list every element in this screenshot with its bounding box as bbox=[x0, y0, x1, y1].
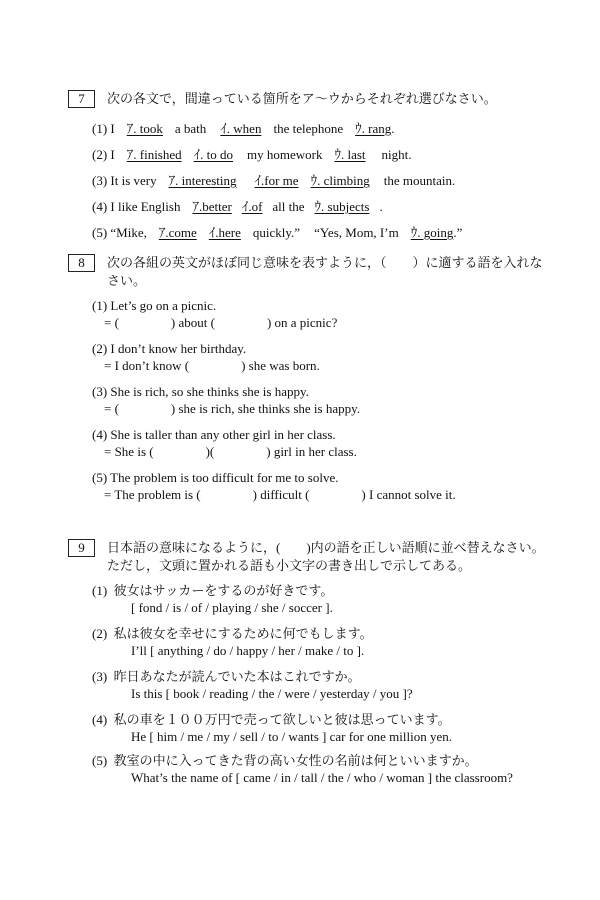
s7-item-lead: (4) I like English bbox=[92, 199, 181, 214]
s9-item-3 bbox=[92, 668, 413, 702]
s9-item-1 bbox=[92, 582, 333, 616]
s7-choice: ｱ. finished bbox=[126, 147, 182, 162]
s8-item-3 bbox=[92, 383, 360, 417]
s7-text: a bath bbox=[174, 121, 207, 136]
section-9-header bbox=[68, 539, 545, 575]
s7-text: “Yes, Mom, I’m bbox=[314, 225, 399, 240]
s7-item-lead: (5) “Mike, bbox=[92, 225, 147, 240]
s7-text: the mountain. bbox=[383, 173, 456, 188]
section-instruction-line2: ただし，文頭に置かれる語も小文字の書き出しで示してある。 bbox=[107, 558, 472, 573]
s8-item-rewrite: = She is ( )( ) girl in her class. bbox=[104, 444, 357, 459]
s8-item-4 bbox=[92, 426, 357, 460]
s7-text: the telephone bbox=[273, 121, 344, 136]
s9-item-english: [ fond / is / of / playing / she / soccer ]. bbox=[131, 600, 333, 615]
section-instruction-line1: 日本語の意味になるように，( )内の語を正しい語順に並べ替えなさい。 bbox=[107, 540, 545, 555]
s9-item-japanese: 私は彼女を幸せにするために何でもします。 bbox=[113, 626, 373, 641]
s8-item-sentence: (5) The problem is too difficult for me to solve. bbox=[92, 470, 339, 485]
s7-item-lead: (1) I bbox=[92, 121, 115, 136]
s9-item-number: (1) bbox=[92, 583, 108, 598]
question-number-box: 8 bbox=[68, 254, 95, 272]
section-instruction-line1: 次の各組の英文がほぼ同じ意味を表すように，（ ）に適する語を入れな bbox=[107, 255, 543, 270]
s9-item-4 bbox=[92, 711, 452, 745]
s7-choice: ｳ. last bbox=[334, 147, 366, 162]
s7-choice: ｲ. when bbox=[220, 121, 262, 136]
section-instruction: 次の各文で，間違っている箇所をア～ウからそれぞれ選びなさい。 bbox=[107, 91, 497, 106]
s7-choice: ｱ.better bbox=[192, 199, 232, 214]
s9-item-japanese: 昨日あなたが読んでいた本はこれですか。 bbox=[113, 669, 361, 684]
s9-item-number: (3) bbox=[92, 669, 108, 684]
s7-item-4 bbox=[92, 196, 383, 215]
s9-item-number: (2) bbox=[92, 626, 108, 641]
s9-item-japanese: 彼女はサッカーをするのが好きです。 bbox=[113, 583, 334, 598]
s7-text: quickly.” bbox=[252, 225, 301, 240]
s7-item-lead: (2) I bbox=[92, 147, 115, 162]
s9-item-english: He [ him / me / my / sell / to / wants ] car for one million yen. bbox=[131, 729, 452, 744]
s9-item-2 bbox=[92, 625, 373, 659]
s7-choice: ｲ.of bbox=[241, 199, 263, 214]
s7-item-1 bbox=[92, 118, 394, 137]
s8-item-5 bbox=[92, 469, 456, 503]
s9-item-number: (5) bbox=[92, 753, 108, 768]
s7-text: my homework bbox=[247, 147, 323, 162]
s7-choice: ｳ. going bbox=[410, 225, 454, 240]
s7-text: all the bbox=[272, 199, 305, 214]
s7-text: . bbox=[391, 121, 395, 136]
s7-choice: ｲ.here bbox=[208, 225, 241, 240]
s7-text: . bbox=[379, 199, 383, 214]
s7-choice: ｱ. interesting bbox=[168, 173, 237, 188]
s9-item-japanese: 教室の中に入ってきた背の高い女性の名前は何といいますか。 bbox=[113, 753, 478, 768]
s8-item-rewrite: = ( ) she is rich, she thinks she is happy. bbox=[104, 401, 360, 416]
s7-item-3 bbox=[92, 170, 455, 189]
s9-item-5 bbox=[92, 752, 541, 786]
s8-item-1 bbox=[92, 297, 337, 331]
s7-choice: ｱ.come bbox=[158, 225, 197, 240]
s7-item-lead: (3) It is very bbox=[92, 173, 157, 188]
s8-item-2 bbox=[92, 340, 320, 374]
s7-choice: ｳ. subjects bbox=[314, 199, 370, 214]
s8-item-rewrite: = I don’t know ( ) she was born. bbox=[104, 358, 320, 373]
s8-item-sentence: (3) She is rich, so she thinks she is happy. bbox=[92, 384, 309, 399]
s7-choice: ｳ. climbing bbox=[310, 173, 370, 188]
question-number-box: 9 bbox=[68, 539, 95, 557]
s8-item-sentence: (1) Let’s go on a picnic. bbox=[92, 298, 217, 313]
s9-item-english: What’s the name of [ came / in / tall / the / who / woman ] the classroom? bbox=[131, 770, 513, 785]
s7-choice: ｲ.for me bbox=[254, 173, 299, 188]
s7-text: .” bbox=[453, 225, 463, 240]
s7-choice: ｱ. took bbox=[126, 121, 163, 136]
s9-item-number: (4) bbox=[92, 712, 108, 727]
s8-item-sentence: (2) I don’t know her birthday. bbox=[92, 341, 247, 356]
s7-text: night. bbox=[381, 147, 412, 162]
s7-choice: ｲ. to do bbox=[193, 147, 234, 162]
s8-item-sentence: (4) She is taller than any other girl in her class. bbox=[92, 427, 336, 442]
section-8-header bbox=[68, 254, 543, 290]
section-7-header bbox=[68, 90, 497, 108]
s7-item-2 bbox=[92, 144, 412, 163]
question-number-box: 7 bbox=[68, 90, 95, 108]
s9-item-japanese: 私の車を１００万円で売って欲しいと彼は思っています。 bbox=[113, 712, 451, 727]
s9-item-english: I’ll [ anything / do / happy / her / make / to ]. bbox=[131, 643, 365, 658]
s8-item-rewrite: = The problem is ( ) difficult ( ) I cannot solve it. bbox=[104, 487, 456, 502]
s8-item-rewrite: = ( ) about ( ) on a picnic? bbox=[104, 315, 338, 330]
s7-item-5 bbox=[92, 222, 462, 241]
section-instruction-line2: さい。 bbox=[107, 273, 147, 288]
s9-item-english: Is this [ book / reading / the / were / yesterday / you ]? bbox=[131, 686, 413, 701]
s7-choice: ｳ. rang bbox=[355, 121, 392, 136]
